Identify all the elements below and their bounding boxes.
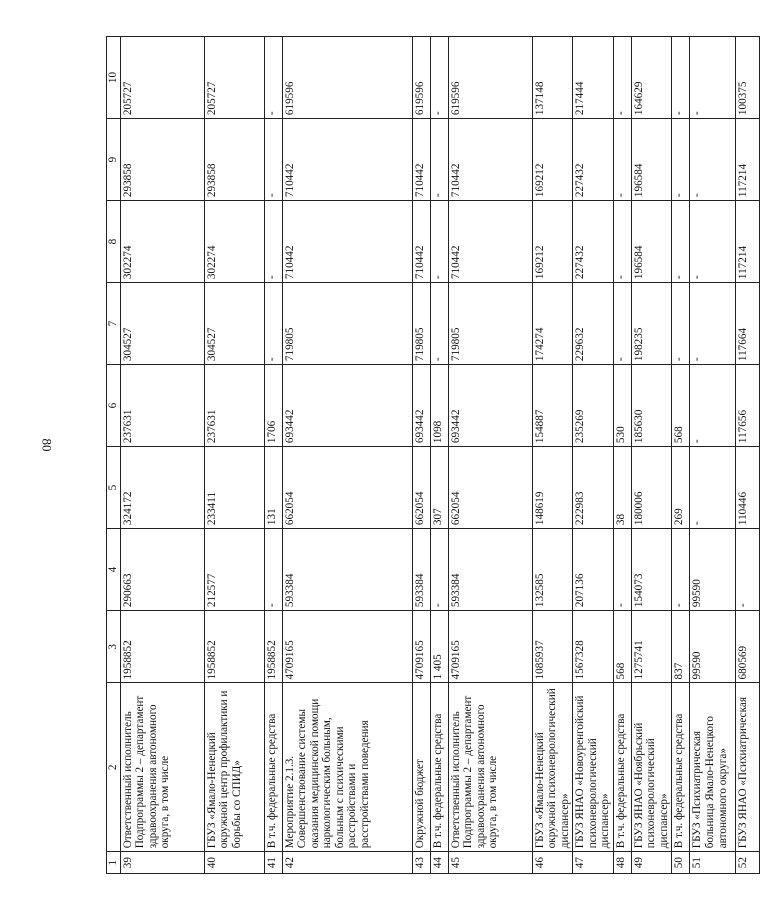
row-name-cell: ГБУЗ ЯНАО «Психиатрическая xyxy=(736,683,760,852)
value-cell: - xyxy=(690,201,736,283)
header-cell: 3 xyxy=(107,611,121,683)
value-cell: 593384 xyxy=(448,529,532,611)
value-cell: 662054 xyxy=(282,447,412,529)
value-cell: 304527 xyxy=(120,283,204,365)
table-row xyxy=(532,37,573,874)
value-cell: - xyxy=(430,283,448,365)
row-name-cell: Ответственный исполнитель Подпрограммы 2 – департамент здравоохранения автономного округа, в том числе xyxy=(120,683,204,852)
value-cell: - xyxy=(613,119,631,201)
value-cell: 131 xyxy=(264,447,282,529)
table-body xyxy=(120,37,760,874)
row-name-cell: В т.ч. федеральные средства xyxy=(672,683,690,852)
value-cell: 293858 xyxy=(204,119,264,201)
header-cell: 2 xyxy=(107,683,121,852)
header-cell: 5 xyxy=(107,447,121,529)
value-cell: 233411 xyxy=(204,447,264,529)
table-row xyxy=(573,37,614,874)
table-row xyxy=(631,37,672,874)
header-cell: 7 xyxy=(107,283,121,365)
value-cell: 710442 xyxy=(412,119,430,201)
value-cell: 235269 xyxy=(573,365,614,447)
value-cell: 593384 xyxy=(412,529,430,611)
value-cell: 117656 xyxy=(736,365,760,447)
value-cell: - xyxy=(613,37,631,119)
row-number-cell: 42 xyxy=(282,852,412,874)
value-cell: - xyxy=(672,529,690,611)
row-name-cell: В т.ч. федеральные средства xyxy=(264,683,282,852)
row-name-cell: ГБУЗ ЯНАО «Ноябрьский психоневрологический диспансер» xyxy=(631,683,672,852)
value-cell: 148619 xyxy=(532,447,573,529)
value-cell: 196584 xyxy=(631,119,672,201)
value-cell: - xyxy=(672,37,690,119)
value-cell: 290663 xyxy=(120,529,204,611)
row-number-cell: 39 xyxy=(120,852,204,874)
value-cell: - xyxy=(672,201,690,283)
table-row xyxy=(412,37,430,874)
value-cell: 269 xyxy=(672,447,690,529)
value-cell: 710442 xyxy=(412,201,430,283)
value-cell: 169212 xyxy=(532,201,573,283)
value-cell: 293858 xyxy=(120,119,204,201)
value-cell: 1098 xyxy=(430,365,448,447)
value-cell: 304527 xyxy=(204,283,264,365)
row-number-cell: 43 xyxy=(412,852,430,874)
page-number: 80 xyxy=(39,438,55,452)
value-cell: 530 xyxy=(613,365,631,447)
row-name-cell: ГБУЗ «Ямало-Ненецкий окружной психоневрологический диспансер» xyxy=(532,683,573,852)
value-cell: 100375 xyxy=(736,37,760,119)
value-cell: - xyxy=(613,529,631,611)
row-number-cell: 51 xyxy=(690,852,736,874)
value-cell: 164629 xyxy=(631,37,672,119)
value-cell: 205727 xyxy=(204,37,264,119)
table-row xyxy=(204,37,264,874)
value-cell: 593384 xyxy=(282,529,412,611)
value-cell: - xyxy=(613,201,631,283)
value-cell: 237631 xyxy=(120,365,204,447)
value-cell: 568 xyxy=(613,611,631,683)
row-number-cell: 47 xyxy=(573,852,614,874)
value-cell: 222983 xyxy=(573,447,614,529)
value-cell: - xyxy=(264,37,282,119)
value-cell: - xyxy=(736,529,760,611)
row-name-cell: ГБУЗ «Психиатрическая больница Ямало-Ненецкого автономного округа» xyxy=(690,683,736,852)
value-cell: 110446 xyxy=(736,447,760,529)
value-cell: 1958852 xyxy=(204,611,264,683)
value-cell: 1958852 xyxy=(120,611,204,683)
value-cell: 174274 xyxy=(532,283,573,365)
row-number-cell: 44 xyxy=(430,852,448,874)
row-number-cell: 50 xyxy=(672,852,690,874)
value-cell: 99590 xyxy=(690,529,736,611)
row-name-cell: Ответственный исполнитель Подпрограммы 2 – департамент здравоохранения автономного округа, в том числе xyxy=(448,683,532,852)
row-number-cell: 52 xyxy=(736,852,760,874)
value-cell: 1567328 xyxy=(573,611,614,683)
table-row xyxy=(430,37,448,874)
value-cell: 205727 xyxy=(120,37,204,119)
value-cell: 307 xyxy=(430,447,448,529)
value-cell: 568 xyxy=(672,365,690,447)
value-cell: - xyxy=(690,119,736,201)
value-cell: 710442 xyxy=(448,201,532,283)
value-cell: 710442 xyxy=(448,119,532,201)
value-cell: 719805 xyxy=(448,283,532,365)
row-name-cell: ГБУЗ ЯНАО «Новоуренгойский психоневрологический диспансер» xyxy=(573,683,614,852)
value-cell: - xyxy=(264,529,282,611)
row-number-cell: 49 xyxy=(631,852,672,874)
value-cell: 719805 xyxy=(282,283,412,365)
value-cell: 207136 xyxy=(573,529,614,611)
value-cell: - xyxy=(613,283,631,365)
value-cell: - xyxy=(672,283,690,365)
value-cell: - xyxy=(430,201,448,283)
table-row xyxy=(448,37,532,874)
row-number-cell: 40 xyxy=(204,852,264,874)
header-cell: 9 xyxy=(107,119,121,201)
value-cell: 662054 xyxy=(448,447,532,529)
value-cell: 4709165 xyxy=(448,611,532,683)
value-cell: - xyxy=(690,37,736,119)
value-cell: 1275741 xyxy=(631,611,672,683)
row-number-cell: 41 xyxy=(264,852,282,874)
value-cell: 1958852 xyxy=(264,611,282,683)
value-cell: 217444 xyxy=(573,37,614,119)
value-cell: 837 xyxy=(672,611,690,683)
value-cell: 117664 xyxy=(736,283,760,365)
value-cell: - xyxy=(690,365,736,447)
value-cell: 227432 xyxy=(573,119,614,201)
value-cell: - xyxy=(430,119,448,201)
value-cell: 137148 xyxy=(532,37,573,119)
row-number-cell: 45 xyxy=(448,852,532,874)
header-cell: 8 xyxy=(107,201,121,283)
value-cell: 302274 xyxy=(204,201,264,283)
value-cell: 117214 xyxy=(736,119,760,201)
value-cell: 1 405 xyxy=(430,611,448,683)
value-cell: 185630 xyxy=(631,365,672,447)
value-cell: - xyxy=(690,447,736,529)
value-cell: 169212 xyxy=(532,119,573,201)
value-cell: - xyxy=(264,201,282,283)
value-cell: 198235 xyxy=(631,283,672,365)
value-cell: 719805 xyxy=(412,283,430,365)
value-cell: 132585 xyxy=(532,529,573,611)
value-cell: 619596 xyxy=(412,37,430,119)
value-cell: 99590 xyxy=(690,611,736,683)
header-row xyxy=(107,37,121,874)
value-cell: 662054 xyxy=(412,447,430,529)
rotated-page xyxy=(106,36,750,874)
value-cell: 693442 xyxy=(412,365,430,447)
header-cell: 4 xyxy=(107,529,121,611)
row-name-cell: Окружной бюджет xyxy=(412,683,430,852)
row-number-cell: 48 xyxy=(613,852,631,874)
value-cell: 680569 xyxy=(736,611,760,683)
row-name-cell: Мероприятие 2.1.3. Совершенствование системы оказания медицинской помощи наркологическим больным, больным с психическими расстройствами и расстройствами поведения xyxy=(282,683,412,852)
value-cell: 227432 xyxy=(573,201,614,283)
value-cell: 619596 xyxy=(448,37,532,119)
value-cell: 237631 xyxy=(204,365,264,447)
value-cell: - xyxy=(430,529,448,611)
table-row xyxy=(672,37,690,874)
value-cell: - xyxy=(430,37,448,119)
value-cell: 4709165 xyxy=(412,611,430,683)
table-row xyxy=(282,37,412,874)
value-cell: 1085937 xyxy=(532,611,573,683)
value-cell: 693442 xyxy=(282,365,412,447)
value-cell: 154887 xyxy=(532,365,573,447)
table-row xyxy=(613,37,631,874)
row-name-cell: В т.ч. федеральные средства xyxy=(613,683,631,852)
value-cell: 619596 xyxy=(282,37,412,119)
value-cell: 710442 xyxy=(282,119,412,201)
budget-table xyxy=(106,36,760,874)
value-cell: 38 xyxy=(613,447,631,529)
value-cell: 302274 xyxy=(120,201,204,283)
value-cell: - xyxy=(264,283,282,365)
value-cell: 212577 xyxy=(204,529,264,611)
table-row xyxy=(736,37,760,874)
table-row xyxy=(690,37,736,874)
value-cell: 710442 xyxy=(282,201,412,283)
value-cell: 324172 xyxy=(120,447,204,529)
row-name-cell: В т.ч. федеральные средства xyxy=(430,683,448,852)
value-cell: 154073 xyxy=(631,529,672,611)
value-cell: - xyxy=(264,119,282,201)
value-cell: 4709165 xyxy=(282,611,412,683)
header-cell: 6 xyxy=(107,365,121,447)
value-cell: 229632 xyxy=(573,283,614,365)
table-row xyxy=(120,37,204,874)
value-cell: 180006 xyxy=(631,447,672,529)
row-name-cell: ГБУЗ «Ямало-Ненецкий окружной центр профилактики и борьбы со СПИД» xyxy=(204,683,264,852)
value-cell: - xyxy=(690,283,736,365)
row-number-cell: 46 xyxy=(532,852,573,874)
header-cell: 1 xyxy=(107,852,121,874)
value-cell: 196584 xyxy=(631,201,672,283)
value-cell: - xyxy=(672,119,690,201)
value-cell: 693442 xyxy=(448,365,532,447)
value-cell: 117214 xyxy=(736,201,760,283)
value-cell: 1706 xyxy=(264,365,282,447)
header-cell: 10 xyxy=(107,37,121,119)
table-row xyxy=(264,37,282,874)
